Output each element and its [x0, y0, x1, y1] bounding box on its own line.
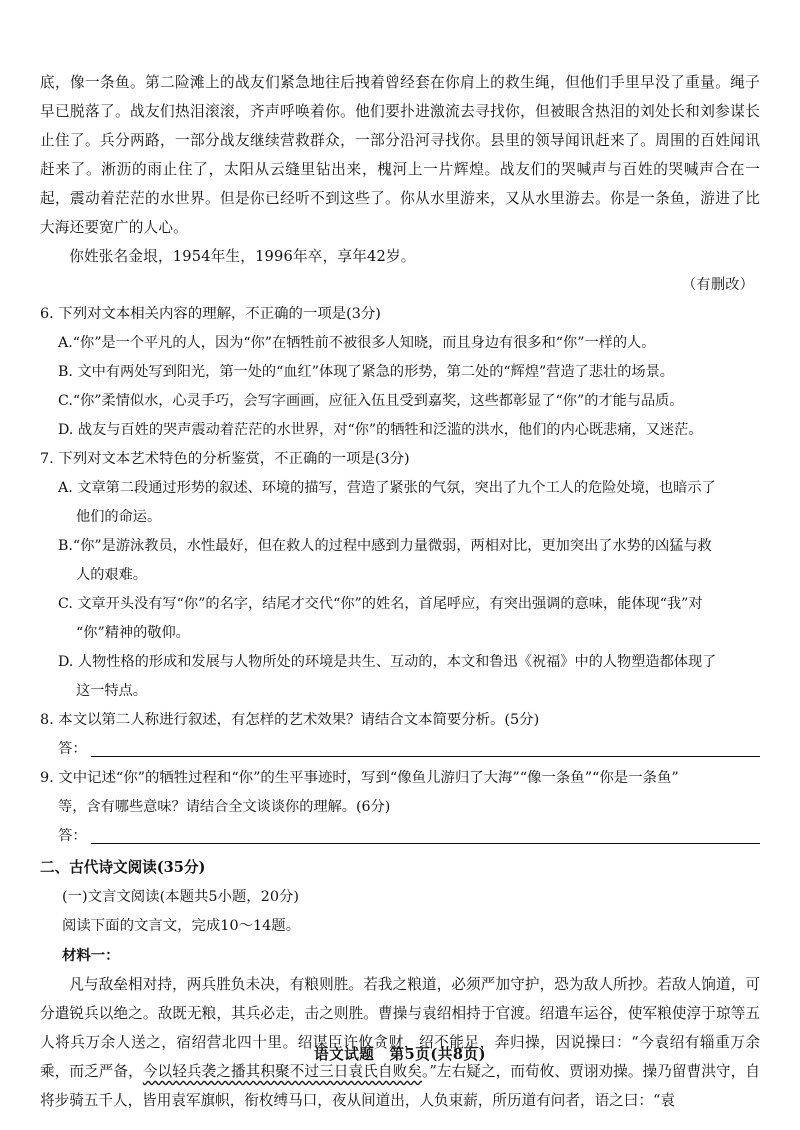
section-title: 二、古代诗文阅读(35分) [40, 859, 206, 876]
instruction: 阅读下面的文言文，完成10～14题。 [62, 918, 301, 934]
classical-text-part: 。”左右疑之，而荀攸、贾诩劝操。操乃留曹洪守，自将步骑五千人，皆用袁军旗帜，衔枚缚马口，夜从间道出，人负束薪，所历道有问者，语之曰：“袁 [40, 1063, 760, 1109]
wavy-underlined-sentence: 今以轻兵袭之播其积聚不过三日袁氏自败矣 [142, 1063, 422, 1080]
question-7-option-b: B.“你”是游泳教员，水性最好，但在救人的过程中感到力量微弱，两相对比，更加突出了水势的凶猛与救 [58, 538, 712, 554]
question-7-option-b-cont: 人的艰难。 [76, 567, 147, 583]
question-7-option-a: A. 文章第二段通过形势的叙述、环境的描写，营造了紧张的气氛，突出了九个工人的危险处境，也暗示了 [58, 480, 716, 496]
material-label: 材料一： [62, 947, 120, 964]
question-7-stem: 7. 下列对文本艺术特色的分析鉴赏，不正确的一项是(3分) [40, 451, 410, 467]
page-footer: 语文试题 第5页(共8页) [314, 1046, 486, 1063]
question-9-answer-row[interactable] [58, 822, 760, 851]
question-9-stem: 9. 文中记述“你”的牺牲过程和“你”的生平事迹时，写到“像鱼儿游归了大海”“像一条鱼”“你是一条鱼” [40, 770, 679, 786]
question-7-option-c-cont: “你”精神的敬仰。 [76, 625, 190, 641]
question-9-stem-cont: 等，含有哪些意味？请结合全文谈谈你的理解。(6分) [58, 799, 391, 815]
passage-paragraph: 底，像一条鱼。第二险滩上的战友们紧急地往后拽着曾经套在你肩上的救生绳，但他们手里早没了重量。绳子早已脱落了。战友们热泪滚滚，齐声呼唤着你。他们要扑进激流去寻找你，但被眼含热泪的刘处长和刘参谋长止住了。兵分两路，一部分战友继续营救群众，一部分沿河寻找你。县里的领导闻讯赶来了。周围的百姓闻讯赶来了。淅沥的雨止住了，太阳从云缝里钻出来，槐河上一片辉煌。战友们的哭喊声与百姓的哭喊声合在一起，震动着茫茫的水世界。但是你已经听不到这些了。你从水里游来，又从水里游去。你是一条鱼，游进了比大海还要宽广的人心。 [40, 74, 760, 236]
answer-label: 答： [58, 828, 87, 844]
passage-bio-line: 你姓张名金垠，1954年生，1996年卒，享年42岁。 [69, 248, 416, 265]
subsection-title: (一)文言文阅读(本题共5小题，20分) [62, 889, 300, 905]
classical-text-part: 凡与敌垒相对持，两兵胜负未决，有粮则胜。若我之粮道，必须严加守护，恐为敌人所抄。若敌人饷道，可分遣锐兵以绝之。敌既无粮，其兵必走，击之则胜。曹操与袁绍相持于官渡。绍遣车运谷，使军粮使淳于琼等五人将兵万余人送之，宿绍营北四十里。绍谋臣许攸贪财，绍不能足，奔归操，因说操曰：“今袁绍有辎重万余乘，而乏严备， [40, 976, 760, 1080]
question-7-option-d: D. 人物性格的形成和发展与人物所处的环境是共生、互动的，本文和鲁迅《祝福》中的人物塑造都体现了 [58, 654, 717, 670]
question-6-stem: 6. 下列对文本相关内容的理解，不正确的一项是(3分) [40, 306, 381, 322]
question-6-option-d: D. 战友与百姓的哭声震动着茫茫的水世界，对“你”的牺牲和泛滥的洪水，他们的内心既悲痛，又迷茫。 [58, 422, 703, 438]
source-note: （有删改） [682, 277, 754, 293]
question-8-answer-row[interactable] [58, 735, 760, 764]
question-6-option-b: B. 文中有两处写到阳光，第一处的“血红”体现了紧急的形势，第二处的“辉煌”营造了悲壮的场景。 [58, 364, 674, 380]
question-7-option-c: C. 文章开头没有写“你”的名字，结尾才交代“你”的姓名，首尾呼应，有突出强调的意味，能体现“我”对 [58, 596, 703, 612]
question-7-option-d-cont: 这一特点。 [76, 683, 147, 699]
question-6-option-c: C.“你”柔情似水，心灵手巧，会写字画画，应征入伍且受到嘉奖，这些都彰显了“你”的才能与品质。 [58, 393, 684, 409]
answer-line[interactable] [91, 755, 760, 757]
answer-label: 答： [58, 741, 87, 757]
question-8-stem: 8. 本文以第二人称进行叙述，有怎样的艺术效果？请结合文本简要分析。(5分) [40, 712, 540, 728]
question-7-option-a-cont: 他们的命运。 [76, 509, 162, 525]
question-6-option-a: A.“你”是一个平凡的人，因为“你”在牺牲前不被很多人知晓，而且身边有很多和“你”一样的人。 [58, 335, 656, 351]
answer-line[interactable] [91, 842, 760, 844]
